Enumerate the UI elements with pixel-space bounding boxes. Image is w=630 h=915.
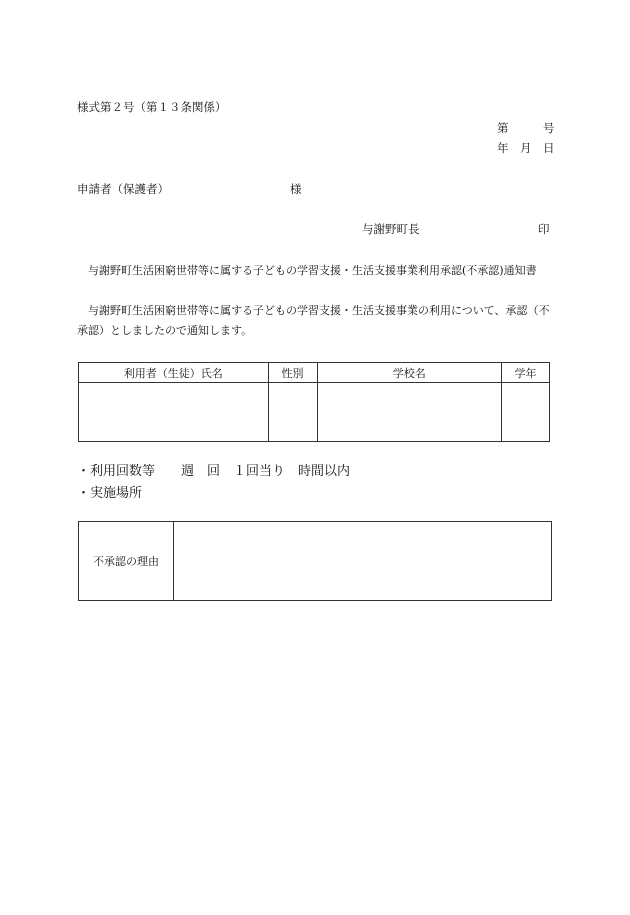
cell-grade[interactable] xyxy=(502,383,550,442)
cell-gender[interactable] xyxy=(268,383,317,442)
reason-cell[interactable] xyxy=(174,522,552,601)
number-line: 第 号 xyxy=(497,121,555,135)
body-line-2: 承認）としましたので通知します。 xyxy=(77,324,253,337)
applicant-label: 申請者（保護者） xyxy=(77,182,169,196)
applicant-suffix: 様 xyxy=(290,182,302,196)
document-title: 与謝野町生活困窮世帯等に属する子どもの学習支援・生活支援事業利用承認(不承認)通知書 xyxy=(88,264,537,277)
cell-school[interactable] xyxy=(317,383,502,442)
date-line: 年 月 日 xyxy=(497,141,555,155)
header-name: 利用者（生徒）氏名 xyxy=(79,363,269,383)
reason-table xyxy=(78,521,552,601)
form-id: 様式第２号（第１３条関係） xyxy=(77,100,227,114)
cell-name[interactable] xyxy=(79,383,269,442)
usage-line: ・利用回数等 週 回 １回当り 時間以内 xyxy=(77,464,351,479)
header-grade: 学年 xyxy=(502,363,550,383)
seal-mark: 印 xyxy=(538,222,550,236)
reason-label: 不承認の理由 xyxy=(79,522,174,601)
issuer-title: 与謝野町長 xyxy=(362,222,420,236)
header-gender: 性別 xyxy=(268,363,317,383)
place-line: ・実施場所 xyxy=(77,486,143,501)
header-school: 学校名 xyxy=(317,363,502,383)
body-line-1: 与謝野町生活困窮世帯等に属する子どもの学習支援・生活支援事業の利用について、承認（不 xyxy=(88,304,550,317)
user-table xyxy=(78,362,550,442)
